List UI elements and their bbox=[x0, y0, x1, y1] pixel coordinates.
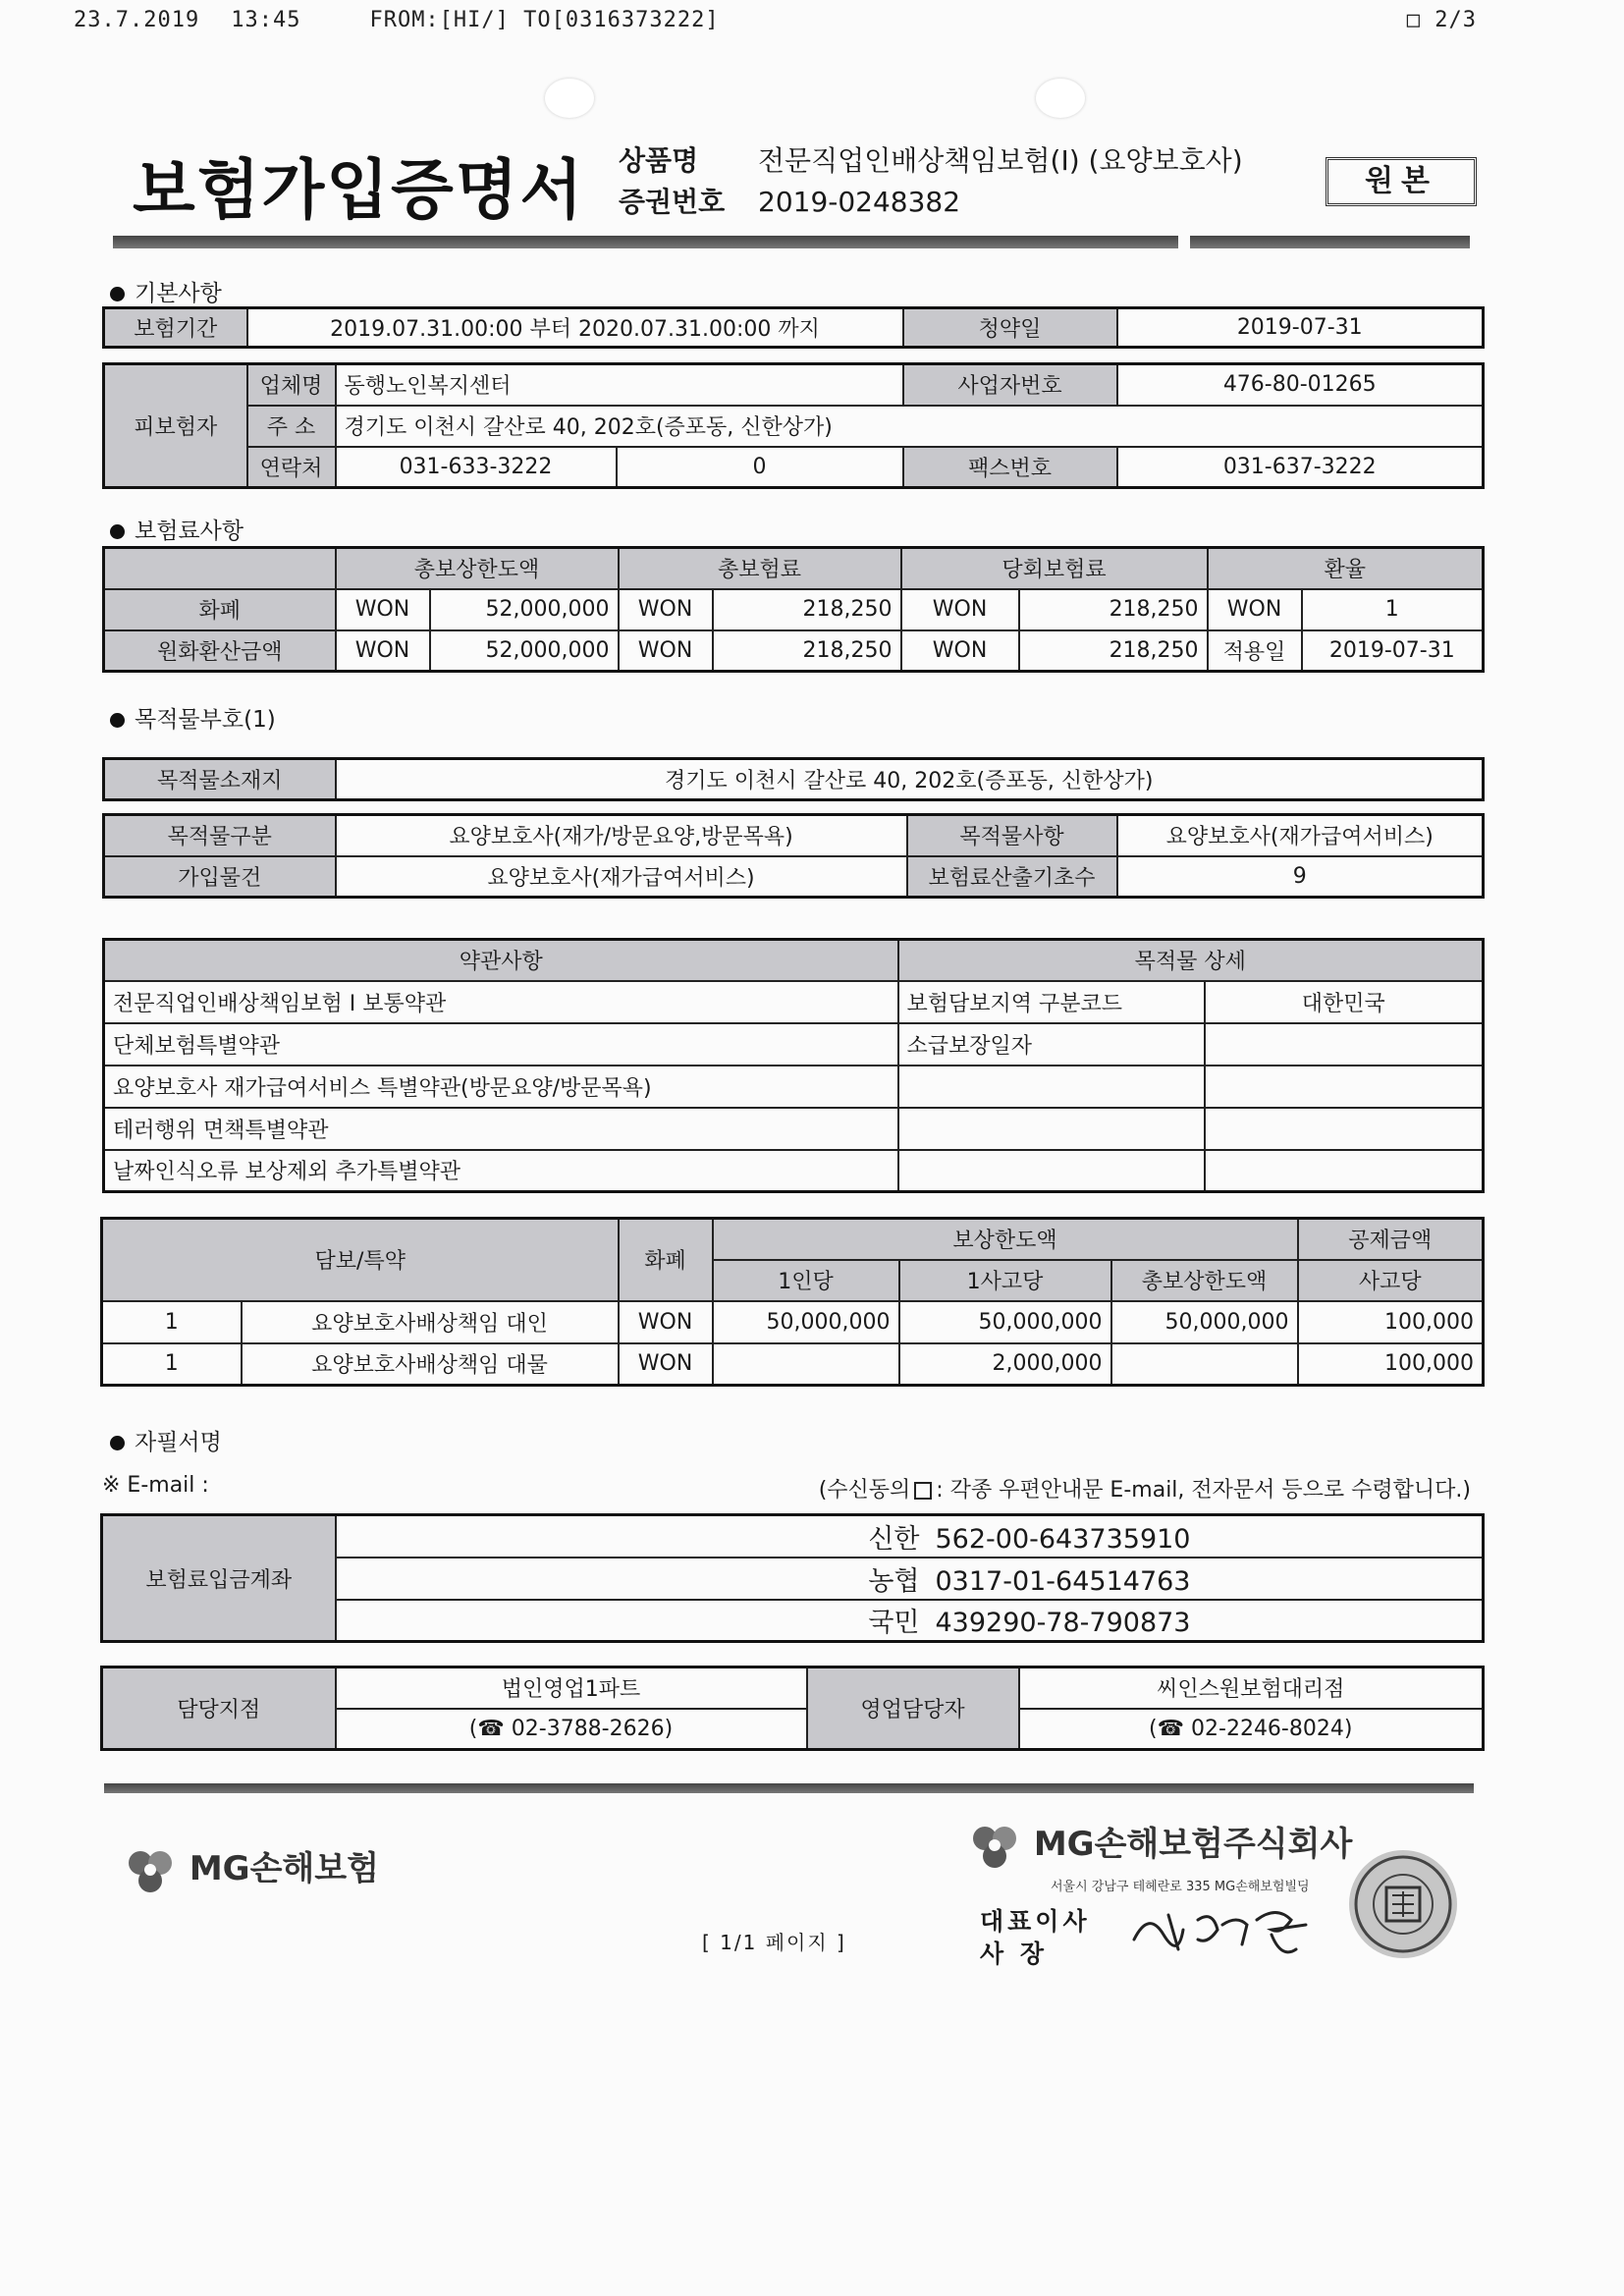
section-premium: 보험료사항 bbox=[110, 513, 244, 545]
bank-account-row: 신한 562-00-643735910 bbox=[336, 1515, 1484, 1558]
address-value: 경기도 이천시 갈산로 40, 202호(증포동, 신한상가) bbox=[336, 406, 1484, 447]
fax-header bbox=[74, 8, 1477, 32]
footer-rule bbox=[104, 1783, 1474, 1793]
coverage-header: 담보/특약 bbox=[102, 1219, 619, 1301]
section-signature: 자필서명 bbox=[110, 1424, 222, 1456]
contact-label: 연락처 bbox=[247, 447, 336, 488]
bullet-icon bbox=[110, 287, 125, 301]
class-label: 목적물구분 bbox=[104, 815, 336, 856]
class-value: 요양보호사(재가/방문요양,방문목욕) bbox=[336, 815, 907, 856]
premium-header-total-premium: 총보험료 bbox=[619, 548, 901, 589]
table-row: 요양보호사 재가급여서비스 특별약관(방문요양/방문목욕) bbox=[104, 1066, 1484, 1108]
premium-header-current-premium: 당회보험료 bbox=[901, 548, 1208, 589]
table-row: 단체보험특별약관 소급보장일자 bbox=[104, 1023, 1484, 1066]
original-stamp: 원본 bbox=[1326, 157, 1477, 206]
branch-phone: (☎ 02-3788-2626) bbox=[336, 1709, 807, 1750]
punch-hole bbox=[545, 79, 594, 118]
mg-logo-left: MG손해보험 bbox=[123, 1841, 379, 1898]
title-rule-right bbox=[1190, 236, 1470, 248]
object-detail-table bbox=[102, 813, 1485, 899]
branch-table bbox=[100, 1666, 1485, 1751]
product-value: 전문직업인배상책임보험(I) (요양보호사) bbox=[758, 144, 1243, 177]
fax-from-to: FROM:[HI/] TO[0316373222] bbox=[369, 8, 720, 32]
table-row: 전문직업인배상책임보험 I 보통약관 보험담보지역 구분코드 대한민국 bbox=[104, 981, 1484, 1023]
company-address: 서울시 강남구 테헤란로 335 MG손해보험빌딩 bbox=[1051, 1880, 1310, 1894]
basic-period-table bbox=[102, 306, 1485, 349]
section-basic: 기본사항 bbox=[110, 275, 222, 307]
fax-value: 031-637-3222 bbox=[1117, 447, 1484, 488]
deduct-per-header: 사고당 bbox=[1298, 1260, 1484, 1301]
contract-date-label: 청약일 bbox=[903, 308, 1117, 348]
company-seal bbox=[1345, 1846, 1461, 1962]
object-location-table bbox=[102, 757, 1485, 801]
coverage-table bbox=[100, 1217, 1485, 1387]
company-value: 동행노인복지센터 bbox=[336, 364, 903, 406]
premium-header-exchange: 환율 bbox=[1208, 548, 1484, 589]
location-label: 목적물소재지 bbox=[104, 759, 336, 800]
matter-value: 요양보호사(재가급여서비스) bbox=[1117, 815, 1484, 856]
sales-label: 영업담당자 bbox=[807, 1667, 1019, 1750]
terms-table bbox=[102, 938, 1485, 1193]
per-person-header: 1인당 bbox=[713, 1260, 899, 1301]
table-row: 1 요양보호사배상책임 대인 WON 50,000,000 50,000,000 50,000,000 100,000 bbox=[102, 1301, 1484, 1343]
title-rule bbox=[113, 236, 1178, 248]
bullet-icon bbox=[110, 713, 125, 728]
branch-name: 법인영업1파트 bbox=[336, 1667, 807, 1709]
policy-number: 2019-0248382 bbox=[758, 186, 961, 218]
handwritten-signature bbox=[1124, 1890, 1321, 1969]
basis-label: 보험료산출기초수 bbox=[907, 856, 1117, 898]
terms-header: 약관사항 bbox=[104, 940, 898, 981]
total-limit-header: 총보상한도액 bbox=[1111, 1260, 1298, 1301]
bank-account-row: 농협 0317-01-64514763 bbox=[336, 1558, 1484, 1600]
location-value: 경기도 이천시 갈산로 40, 202호(증포동, 신한상가) bbox=[336, 759, 1484, 800]
branch-label: 담당지점 bbox=[102, 1667, 336, 1750]
account-table bbox=[100, 1513, 1485, 1643]
property-label: 가입물건 bbox=[104, 856, 336, 898]
limit-header: 보상한도액 bbox=[713, 1219, 1298, 1260]
table-row: 원화환산금액 WON 52,000,000 WON 218,250 WON 218,250 적용일 2019-07-31 bbox=[104, 630, 1484, 672]
property-value: 요양보호사(재가급여서비스) bbox=[336, 856, 907, 898]
consent-text: (수신동의 : 각종 우편안내문 E-mail, 전자문서 등으로 수령합니다.) bbox=[818, 1478, 1471, 1503]
premium-header-total-limit: 총보상한도액 bbox=[336, 548, 619, 589]
ceo-title: 대표이사 사 장 bbox=[980, 1907, 1091, 1968]
period-value: 2019.07.31.00:00 부터 2020.07.31.00:00 까지 bbox=[247, 308, 903, 348]
policy-label: 증권번호 bbox=[619, 186, 726, 218]
document-meta bbox=[619, 140, 1243, 223]
table-row: 날짜인식오류 보상제외 추가특별약관 bbox=[104, 1150, 1484, 1192]
insured-table bbox=[102, 362, 1485, 489]
bullet-icon bbox=[110, 524, 125, 539]
bullet-icon bbox=[110, 1436, 125, 1450]
insured-label: 피보험자 bbox=[104, 364, 247, 488]
contract-date-value: 2019-07-31 bbox=[1117, 308, 1484, 348]
page-indicator: [ 1/1 페이지 ] bbox=[702, 1931, 846, 1954]
account-label: 보험료입금계좌 bbox=[102, 1515, 336, 1642]
fax-time: 13:45 bbox=[231, 8, 301, 32]
fax-page: □ 2/3 bbox=[1406, 8, 1477, 32]
mg-leaf-icon bbox=[123, 1843, 178, 1898]
contact-value-2: 0 bbox=[617, 447, 903, 488]
premium-table bbox=[102, 546, 1485, 673]
punch-hole bbox=[1036, 79, 1085, 118]
product-label: 상품명 bbox=[619, 144, 699, 177]
bizno-value: 476-80-01265 bbox=[1117, 364, 1484, 406]
section-object: 목적물부호(1) bbox=[110, 701, 276, 734]
per-accident-header: 1사고당 bbox=[899, 1260, 1111, 1301]
bank-account-row: 국민 439290-78-790873 bbox=[336, 1600, 1484, 1642]
consent-checkbox[interactable] bbox=[914, 1482, 932, 1500]
document-title: 보험가입증명서 bbox=[133, 152, 585, 228]
address-label: 주 소 bbox=[247, 406, 336, 447]
deduct-header: 공제금액 bbox=[1298, 1219, 1484, 1260]
basis-value: 9 bbox=[1117, 856, 1484, 898]
fax-label: 팩스번호 bbox=[903, 447, 1117, 488]
sales-phone: (☎ 02-2246-8024) bbox=[1019, 1709, 1484, 1750]
email-label: ※ E-mail : bbox=[102, 1473, 209, 1498]
mg-leaf-icon bbox=[967, 1819, 1022, 1874]
company-label: 업체명 bbox=[247, 364, 336, 406]
bizno-label: 사업자번호 bbox=[903, 364, 1117, 406]
fax-date: 23.7.2019 bbox=[74, 8, 200, 32]
table-row: 화폐 WON 52,000,000 WON 218,250 WON 218,250 WON 1 bbox=[104, 589, 1484, 630]
table-row: 1 요양보호사배상책임 대물 WON 2,000,000 100,000 bbox=[102, 1343, 1484, 1386]
table-row: 테러행위 면책특별약관 bbox=[104, 1108, 1484, 1150]
matter-label: 목적물사항 bbox=[907, 815, 1117, 856]
contact-value: 031-633-3222 bbox=[336, 447, 617, 488]
detail-header: 목적물 상세 bbox=[898, 940, 1484, 981]
mg-logo-right: MG손해보험주식회사 bbox=[967, 1817, 1352, 1874]
period-label: 보험기간 bbox=[104, 308, 247, 348]
sales-name: 씨인스원보험대리점 bbox=[1019, 1667, 1484, 1709]
currency-header: 화폐 bbox=[619, 1219, 713, 1301]
